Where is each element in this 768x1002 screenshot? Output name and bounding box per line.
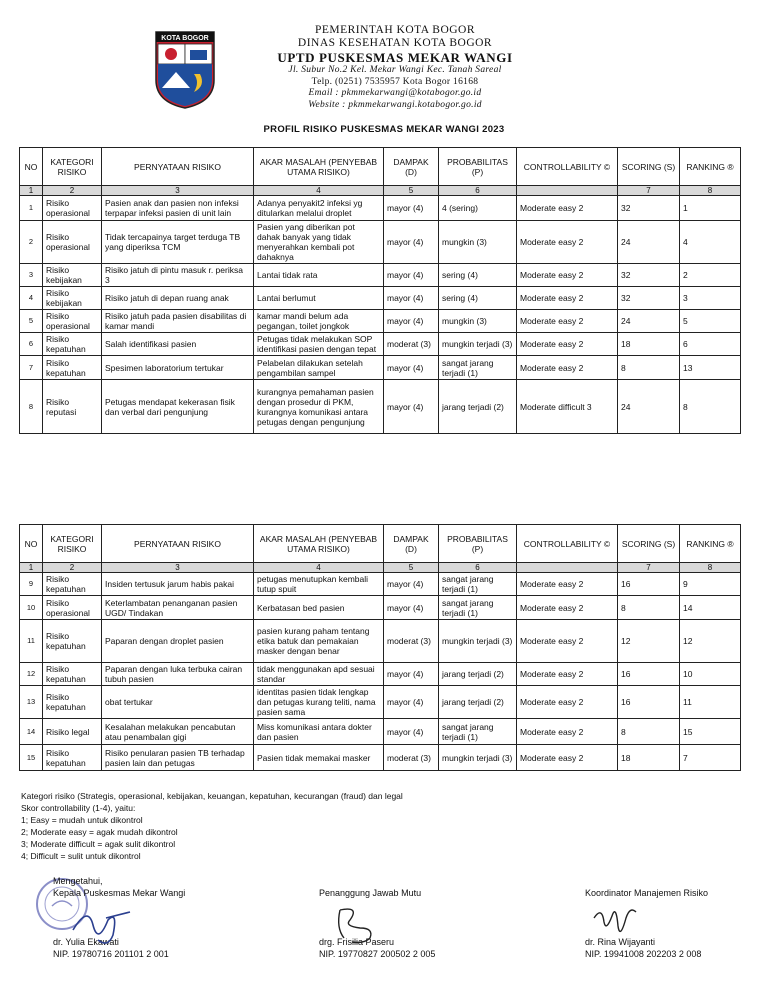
cell-akar: Pasien yang diberikan pot dahak banyak yang tidak menyerahkan kembali pot dahaknya bbox=[254, 221, 384, 264]
kota-bogor-logo-icon bbox=[154, 30, 216, 110]
cell-ranking: 7 bbox=[680, 745, 741, 771]
website: Website : pkmmekarwangi.kotabogor.go.id bbox=[308, 99, 482, 110]
cell-dampak: mayor (4) bbox=[384, 596, 439, 620]
cell-no: 9 bbox=[20, 573, 43, 596]
cell-akar: kamar mandi belum ada pegangan, toilet jongkok bbox=[254, 310, 384, 333]
cell-controllability: Moderate easy 2 bbox=[517, 356, 618, 380]
cell-scoring: 16 bbox=[618, 573, 680, 596]
column-number: 3 bbox=[102, 186, 254, 196]
cell-probabilitas: jarang terjadi (2) bbox=[439, 380, 517, 434]
cell-no: 3 bbox=[20, 264, 43, 287]
cell-probabilitas: sangat jarang terjadi (1) bbox=[439, 719, 517, 745]
column-number-row bbox=[20, 563, 741, 573]
table-row bbox=[20, 745, 741, 771]
cell-ranking: 14 bbox=[680, 596, 741, 620]
document-title: PROFIL RISIKO PUSKESMAS MEKAR WANGI 2023 bbox=[263, 124, 505, 135]
table-row bbox=[20, 264, 741, 287]
cell-controllability: Moderate easy 2 bbox=[517, 333, 618, 356]
cell-no: 6 bbox=[20, 333, 43, 356]
cell-akar: Miss komunikasi antara dokter dan pasien bbox=[254, 719, 384, 745]
signature-name: dr. Rina Wijayanti bbox=[585, 937, 656, 947]
col-scoring: SCORING (S) bbox=[618, 148, 680, 186]
column-number: 6 bbox=[439, 563, 517, 573]
cell-ranking: 13 bbox=[680, 356, 741, 380]
col-probabilitas: PROBABILITAS (P) bbox=[439, 525, 517, 563]
cell-scoring: 8 bbox=[618, 356, 680, 380]
cell-akar: Petugas tidak melakukan SOP identifikasi pasien dengan tepat bbox=[254, 333, 384, 356]
cell-no: 14 bbox=[20, 719, 43, 745]
cell-controllability: Moderate easy 2 bbox=[517, 745, 618, 771]
cell-scoring: 18 bbox=[618, 745, 680, 771]
signature-nip: NIP. 19770827 200502 2 005 bbox=[319, 948, 436, 959]
cell-dampak: mayor (4) bbox=[384, 196, 439, 221]
signature-name: dr. Yulia Ekawati bbox=[53, 937, 119, 947]
table-row bbox=[20, 380, 741, 434]
cell-probabilitas: mungkin (3) bbox=[439, 221, 517, 264]
col-scoring: SCORING (S) bbox=[618, 525, 680, 563]
cell-no: 11 bbox=[20, 620, 43, 663]
cell-probabilitas: mungkin terjadi (3) bbox=[439, 745, 517, 771]
cell-pernyataan: Petugas mendapat kekerasan fisik dan verbal dari pengunjung bbox=[102, 380, 254, 434]
column-number: 1 bbox=[20, 186, 43, 196]
table-row bbox=[20, 287, 741, 310]
cell-akar: kurangnya pemahaman pasien dengan prosedur di PKM, kurangnya komunikasi antara petugas dengan pengunjung bbox=[254, 380, 384, 434]
table-row bbox=[20, 596, 741, 620]
handwritten-signature-icon bbox=[590, 896, 640, 944]
signature-nip: NIP. 19780716 201101 2 001 bbox=[53, 948, 169, 959]
cell-pernyataan: Insiden tertusuk jarum habis pakai bbox=[102, 573, 254, 596]
table-header-row bbox=[20, 525, 741, 563]
column-number: 1 bbox=[20, 563, 43, 573]
cell-akar: Adanya penyakit2 infeksi yg ditularkan melalui droplet bbox=[254, 196, 384, 221]
notes bbox=[21, 790, 403, 862]
cell-dampak: mayor (4) bbox=[384, 380, 439, 434]
cell-no: 13 bbox=[20, 686, 43, 719]
cell-ranking: 1 bbox=[680, 196, 741, 221]
cell-akar: Lantai berlumut bbox=[254, 287, 384, 310]
col-dampak: DAMPAK (D) bbox=[384, 148, 439, 186]
table-row bbox=[20, 196, 741, 221]
cell-akar: Pasien tidak memakai masker bbox=[254, 745, 384, 771]
cell-controllability: Moderate easy 2 bbox=[517, 686, 618, 719]
column-number: 5 bbox=[384, 563, 439, 573]
cell-kategori: Risiko operasional bbox=[43, 221, 102, 264]
col-controllability: CONTROLLABILITY © bbox=[517, 148, 618, 186]
handwritten-signature-icon bbox=[330, 898, 390, 948]
cell-kategori: Risiko kebijakan bbox=[43, 264, 102, 287]
cell-no: 2 bbox=[20, 221, 43, 264]
letterhead-text bbox=[250, 24, 540, 111]
cell-dampak: mayor (4) bbox=[384, 356, 439, 380]
cell-scoring: 8 bbox=[618, 596, 680, 620]
cell-dampak: mayor (4) bbox=[384, 663, 439, 686]
cell-controllability: Moderate easy 2 bbox=[517, 663, 618, 686]
cell-probabilitas: jarang terjadi (2) bbox=[439, 686, 517, 719]
cell-ranking: 10 bbox=[680, 663, 741, 686]
cell-controllability: Moderate easy 2 bbox=[517, 221, 618, 264]
cell-no: 15 bbox=[20, 745, 43, 771]
cell-pernyataan: Tidak tercapainya target terduga TB yang diperiksa TCM bbox=[102, 221, 254, 264]
cell-dampak: mayor (4) bbox=[384, 573, 439, 596]
risk-table-2 bbox=[19, 524, 741, 771]
column-number: 4 bbox=[254, 563, 384, 573]
cell-pernyataan: Paparan dengan luka terbuka cairan tubuh pasien bbox=[102, 663, 254, 686]
cell-kategori: Risiko kepatuhan bbox=[43, 620, 102, 663]
cell-akar: Pelabelan dilakukan setelah pengambilan sampel bbox=[254, 356, 384, 380]
cell-kategori: Risiko kepatuhan bbox=[43, 663, 102, 686]
cell-ranking: 4 bbox=[680, 221, 741, 264]
note-line: Kategori risiko (Strategis, operasional, kebijakan, keuangan, kepatuhan, kecurangan (fraud) dan legal bbox=[21, 791, 403, 801]
address: Jl. Subur No.2 Kel. Mekar Wangi Kec. Tanah Sareal bbox=[288, 65, 502, 75]
table-header-row bbox=[20, 148, 741, 186]
note-line: 1; Easy = mudah untuk dikontrol bbox=[21, 815, 143, 825]
cell-scoring: 16 bbox=[618, 663, 680, 686]
cell-pernyataan: Risiko jatuh di depan ruang anak bbox=[102, 287, 254, 310]
email: Email : pkmmekarwangi@kotabogor.go.id bbox=[308, 88, 482, 98]
cell-probabilitas: mungkin (3) bbox=[439, 310, 517, 333]
cell-ranking: 11 bbox=[680, 686, 741, 719]
cell-scoring: 12 bbox=[618, 620, 680, 663]
col-pernyataan: PERNYATAAN RISIKO bbox=[102, 148, 254, 186]
cell-pernyataan: Keterlambatan penanganan pasien UGD/ Tindakan bbox=[102, 596, 254, 620]
table-row bbox=[20, 310, 741, 333]
cell-no: 4 bbox=[20, 287, 43, 310]
cell-pernyataan: obat tertukar bbox=[102, 686, 254, 719]
risk-table-1 bbox=[19, 147, 741, 434]
col-pernyataan: PERNYATAAN RISIKO bbox=[102, 525, 254, 563]
cell-no: 7 bbox=[20, 356, 43, 380]
cell-controllability: Moderate easy 2 bbox=[517, 573, 618, 596]
cell-probabilitas: mungkin terjadi (3) bbox=[439, 333, 517, 356]
column-number-row bbox=[20, 186, 741, 196]
cell-kategori: Risiko legal bbox=[43, 719, 102, 745]
cell-probabilitas: sering (4) bbox=[439, 264, 517, 287]
cell-kategori: Risiko kepatuhan bbox=[43, 333, 102, 356]
cell-dampak: moderat (3) bbox=[384, 333, 439, 356]
note-line: 2; Moderate easy = agak mudah dikontrol bbox=[21, 827, 178, 837]
col-ranking: RANKING ® bbox=[680, 148, 741, 186]
cell-pernyataan: Risiko penularan pasien TB terhadap pasien lain dan petugas bbox=[102, 745, 254, 771]
table-row bbox=[20, 333, 741, 356]
signature-nip: NIP. 19941008 202203 2 008 bbox=[585, 948, 702, 959]
column-number: 4 bbox=[254, 186, 384, 196]
cell-ranking: 8 bbox=[680, 380, 741, 434]
cell-kategori: Risiko reputasi bbox=[43, 380, 102, 434]
signature-greeting: Mengetahui, bbox=[53, 876, 103, 886]
cell-dampak: moderat (3) bbox=[384, 620, 439, 663]
cell-ranking: 15 bbox=[680, 719, 741, 745]
cell-dampak: mayor (4) bbox=[384, 287, 439, 310]
cell-no: 12 bbox=[20, 663, 43, 686]
cell-akar: Lantai tidak rata bbox=[254, 264, 384, 287]
government-name: PEMERINTAH KOTA BOGOR bbox=[314, 24, 476, 36]
signature-name: drg. Frisilia Paseru bbox=[319, 937, 395, 947]
cell-akar: petugas menutupkan kembali tutup spuit bbox=[254, 573, 384, 596]
cell-kategori: Risiko kepatuhan bbox=[43, 356, 102, 380]
cell-scoring: 24 bbox=[618, 310, 680, 333]
col-no: NO bbox=[20, 148, 43, 186]
phone: Telp. (0251) 7535957 Kota Bogor 16168 bbox=[311, 76, 479, 87]
cell-scoring: 24 bbox=[618, 380, 680, 434]
cell-kategori: Risiko kepatuhan bbox=[43, 686, 102, 719]
cell-kategori: Risiko kepatuhan bbox=[43, 745, 102, 771]
cell-no: 1 bbox=[20, 196, 43, 221]
cell-no: 8 bbox=[20, 380, 43, 434]
cell-controllability: Moderate easy 2 bbox=[517, 596, 618, 620]
cell-akar: Kerbatasan bed pasien bbox=[254, 596, 384, 620]
table-row bbox=[20, 573, 741, 596]
col-dampak: DAMPAK (D) bbox=[384, 525, 439, 563]
signature-role: Penanggung Jawab Mutu bbox=[319, 887, 422, 898]
cell-no: 10 bbox=[20, 596, 43, 620]
cell-controllability: Moderate easy 2 bbox=[517, 287, 618, 310]
cell-controllability: Moderate easy 2 bbox=[517, 719, 618, 745]
cell-dampak: mayor (4) bbox=[384, 310, 439, 333]
col-kategori: KATEGORI RISIKO bbox=[43, 148, 102, 186]
cell-controllability: Moderate easy 2 bbox=[517, 264, 618, 287]
cell-ranking: 12 bbox=[680, 620, 741, 663]
cell-probabilitas: sangat jarang terjadi (1) bbox=[439, 573, 517, 596]
column-number: 7 bbox=[618, 186, 680, 196]
cell-pernyataan: Pasien anak dan pasien non infeksi terpapar infeksi pasien di unit lain bbox=[102, 196, 254, 221]
cell-akar: pasien kurang paham tentang etika batuk dan pemakaian masker dengan benar bbox=[254, 620, 384, 663]
column-number: 7 bbox=[618, 563, 680, 573]
cell-pernyataan: Salah identifikasi pasien bbox=[102, 333, 254, 356]
cell-kategori: Risiko operasional bbox=[43, 310, 102, 333]
cell-pernyataan: Risiko jatuh di pintu masuk r. periksa 3 bbox=[102, 264, 254, 287]
cell-controllability: Moderate easy 2 bbox=[517, 310, 618, 333]
cell-scoring: 24 bbox=[618, 221, 680, 264]
cell-probabilitas: jarang terjadi (2) bbox=[439, 663, 517, 686]
cell-pernyataan: Risiko jatuh pada pasien disabilitas di kamar mandi bbox=[102, 310, 254, 333]
column-number bbox=[517, 563, 618, 573]
signature-role: Kepala Puskesmas Mekar Wangi bbox=[53, 887, 186, 898]
table-row bbox=[20, 663, 741, 686]
table-row bbox=[20, 221, 741, 264]
cell-probabilitas: 4 (sering) bbox=[439, 196, 517, 221]
cell-akar: identitas pasien tidak lengkap dan petugas kurang teliti, nama pasien sama bbox=[254, 686, 384, 719]
table-row bbox=[20, 686, 741, 719]
cell-ranking: 2 bbox=[680, 264, 741, 287]
col-akar: AKAR MASALAH (PENYEBAB UTAMA RISIKO) bbox=[254, 148, 384, 186]
cell-dampak: mayor (4) bbox=[384, 264, 439, 287]
column-number bbox=[517, 186, 618, 196]
cell-kategori: Risiko kepatuhan bbox=[43, 573, 102, 596]
cell-probabilitas: mungkin terjadi (3) bbox=[439, 620, 517, 663]
cell-dampak: mayor (4) bbox=[384, 719, 439, 745]
cell-scoring: 32 bbox=[618, 264, 680, 287]
table-row bbox=[20, 719, 741, 745]
cell-probabilitas: sering (4) bbox=[439, 287, 517, 310]
cell-pernyataan: Paparan dengan droplet pasien bbox=[102, 620, 254, 663]
cell-dampak: mayor (4) bbox=[384, 221, 439, 264]
note-line: Skor controllability (1-4), yaitu: bbox=[21, 803, 136, 813]
cell-controllability: Moderate easy 2 bbox=[517, 196, 618, 221]
cell-scoring: 18 bbox=[618, 333, 680, 356]
cell-scoring: 16 bbox=[618, 686, 680, 719]
cell-ranking: 5 bbox=[680, 310, 741, 333]
column-number: 8 bbox=[680, 186, 741, 196]
cell-scoring: 8 bbox=[618, 719, 680, 745]
cell-ranking: 6 bbox=[680, 333, 741, 356]
department-name: DINAS KESEHATAN KOTA BOGOR bbox=[297, 37, 493, 49]
col-probabilitas: PROBABILITAS (P) bbox=[439, 148, 517, 186]
cell-kategori: Risiko operasional bbox=[43, 196, 102, 221]
col-no: NO bbox=[20, 525, 43, 563]
column-number: 5 bbox=[384, 186, 439, 196]
logo-text: KOTA BOGOR bbox=[161, 35, 209, 42]
cell-controllability: Moderate difficult 3 bbox=[517, 380, 618, 434]
cell-dampak: moderat (3) bbox=[384, 745, 439, 771]
table-row bbox=[20, 356, 741, 380]
unit-name: UPTD PUSKESMAS MEKAR WANGI bbox=[277, 50, 513, 65]
column-number: 3 bbox=[102, 563, 254, 573]
cell-scoring: 32 bbox=[618, 287, 680, 310]
cell-ranking: 9 bbox=[680, 573, 741, 596]
letterhead bbox=[0, 24, 768, 114]
col-akar: AKAR MASALAH (PENYEBAB UTAMA RISIKO) bbox=[254, 525, 384, 563]
cell-scoring: 32 bbox=[618, 196, 680, 221]
cell-pernyataan: Spesimen laboratorium tertukar bbox=[102, 356, 254, 380]
column-number: 8 bbox=[680, 563, 741, 573]
table-row bbox=[20, 620, 741, 663]
cell-controllability: Moderate easy 2 bbox=[517, 620, 618, 663]
cell-probabilitas: sangat jarang terjadi (1) bbox=[439, 596, 517, 620]
cell-kategori: Risiko kebijakan bbox=[43, 287, 102, 310]
column-number: 2 bbox=[43, 186, 102, 196]
cell-akar: tidak menggunakan apd sesuai standar bbox=[254, 663, 384, 686]
col-kategori: KATEGORI RISIKO bbox=[43, 525, 102, 563]
cell-ranking: 3 bbox=[680, 287, 741, 310]
cell-dampak: mayor (4) bbox=[384, 686, 439, 719]
cell-kategori: Risiko operasional bbox=[43, 596, 102, 620]
col-controllability: CONTROLLABILITY © bbox=[517, 525, 618, 563]
column-number: 2 bbox=[43, 563, 102, 573]
column-number: 6 bbox=[439, 186, 517, 196]
signature-role: Koordinator Manajemen Risiko bbox=[585, 887, 709, 898]
cell-probabilitas: sangat jarang terjadi (1) bbox=[439, 356, 517, 380]
note-line: 3; Moderate difficult = agak sulit dikontrol bbox=[21, 839, 176, 849]
note-line: 4; Difficult = sulit untuk dikontrol bbox=[21, 851, 141, 861]
cell-no: 5 bbox=[20, 310, 43, 333]
handwritten-signature-icon bbox=[68, 900, 138, 950]
col-ranking: RANKING ® bbox=[680, 525, 741, 563]
cell-pernyataan: Kesalahan melakukan pencabutan atau penambalan gigi bbox=[102, 719, 254, 745]
